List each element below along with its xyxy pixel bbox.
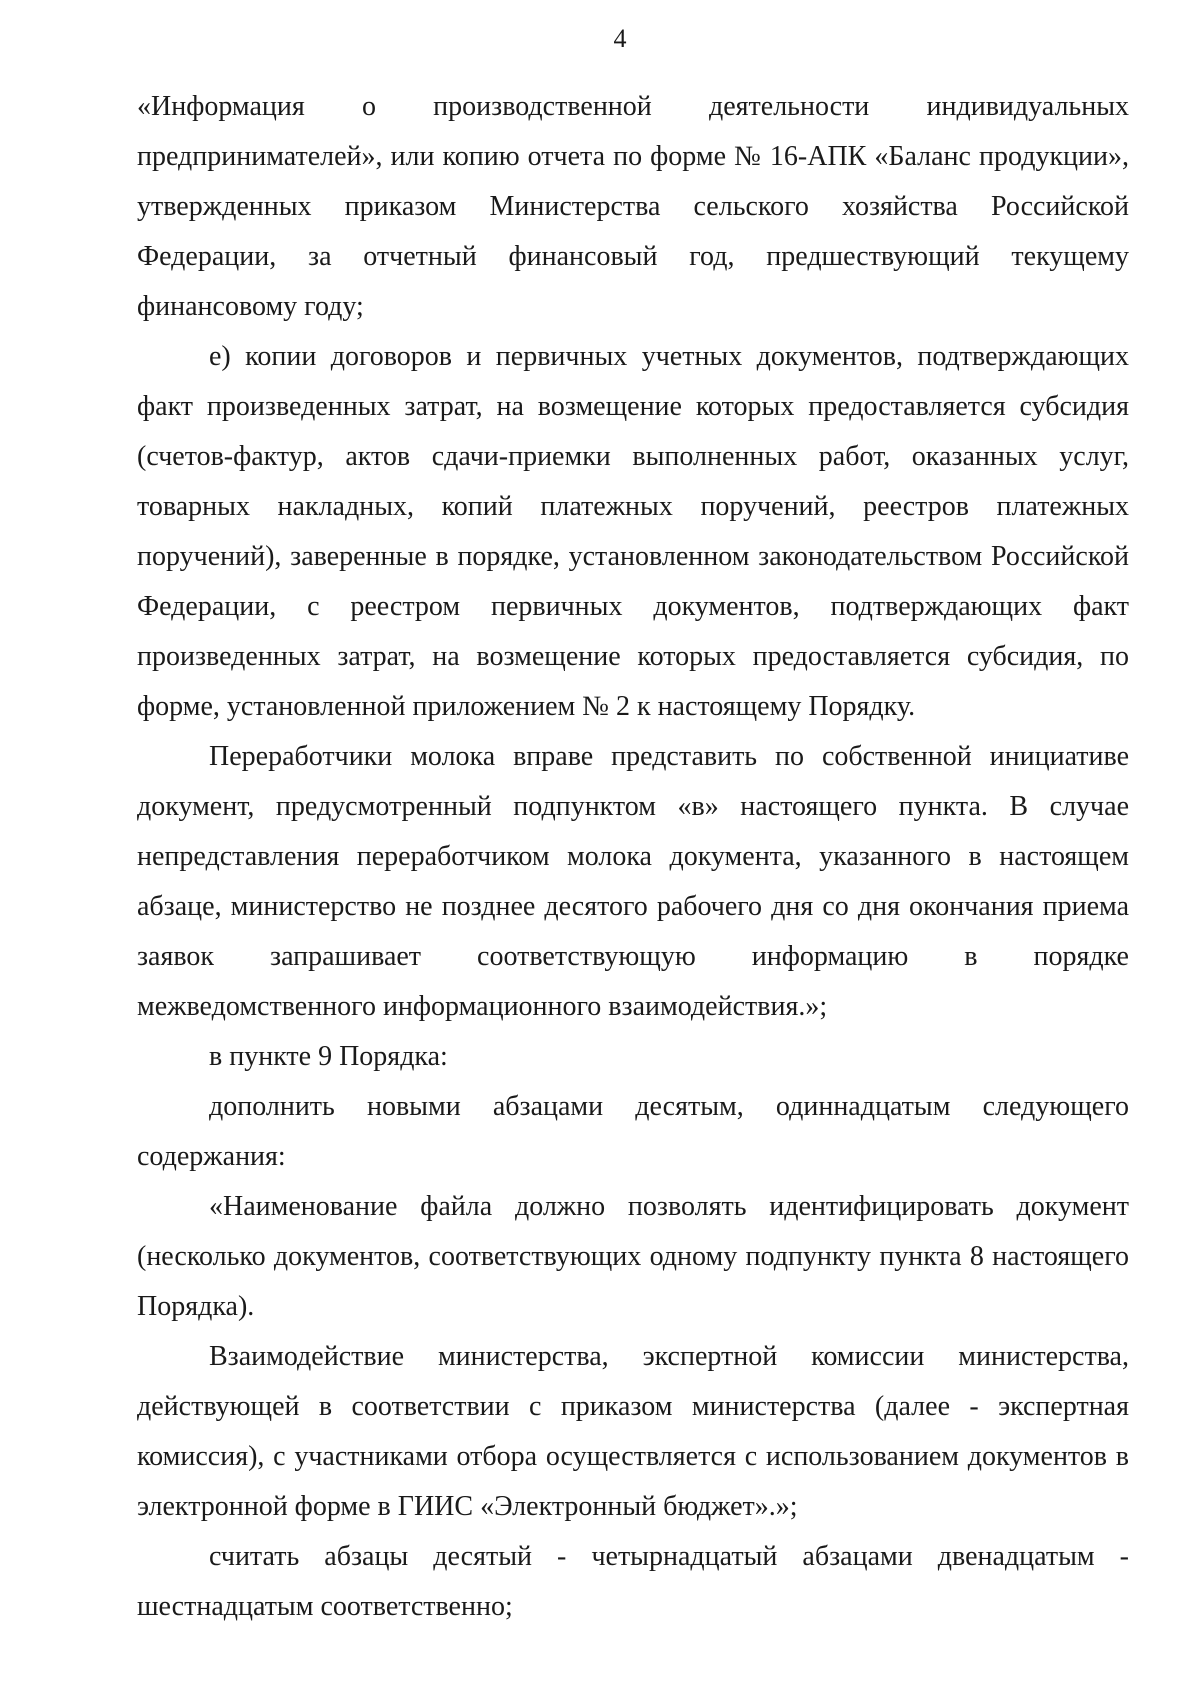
- paragraph-interaction: Взаимодействие министерства, экспертной комиссии министерства, действующей в соответствии с приказом министерства (далее - экспертная комиссия), с участниками отбора осуществляется с использованием документов в электронной форме в ГИИС «Электронный бюджет».»;: [137, 1341, 1129, 1522]
- paragraph-renumbering: считать абзацы десятый - четырнадцатый абзацами двенадцатым - шестнадцатым соответственно;: [137, 1541, 1129, 1622]
- paragraph-milk-processors: Переработчики молока вправе представить по собственной инициативе документ, предусмотренный подпунктом «в» настоящего пункта. В случае непредставления переработчиком молока документа, указанного в настоящем абзаце, министерство не позднее десятого рабочего дня со дня окончания приема заявок запрашивает соответствующую информацию в порядке межведомственного информационного взаимодействия.»;: [137, 741, 1129, 1022]
- paragraph-item-e: е) копии договоров и первичных учетных документов, подтверждающих факт произведенных затрат, на возмещение которых предоставляется субсидия (счетов-фактур, актов сдачи-приемки выполненных работ, оказанных услуг, товарных накладных, копий платежных поручений, реестров платежных поручений), заверенные в порядке, установленном законодательством Российской Федерации, с реестром первичных документов, подтверждающих факт произведенных затрат, на возмещение которых предоставляется субсидия, по форме, установленной приложением № 2 к настоящему Порядку.: [137, 341, 1129, 722]
- paragraph-continuation: «Информация о производственной деятельности индивидуальных предпринимателей», или копию отчета по форме № 16-АПК «Баланс продукции», утвержденных приказом Министерства сельского хозяйства Российской Федерации, за отчетный финансовый год, предшествующий текущему финансовому году;: [137, 91, 1129, 322]
- paragraph-file-naming: «Наименование файла должно позволять идентифицировать документ (несколько документов, соответствующих одному подпункту пункта 8 настоящего Порядка).: [137, 1191, 1129, 1322]
- document-body: [137, 82, 1129, 1632]
- page-number: 4: [613, 24, 627, 53]
- paragraph-add-new-paragraphs: дополнить новыми абзацами десятым, одиннадцатым следующего содержания:: [137, 1091, 1129, 1172]
- paragraph-point-9: в пункте 9 Порядка:: [209, 1041, 448, 1072]
